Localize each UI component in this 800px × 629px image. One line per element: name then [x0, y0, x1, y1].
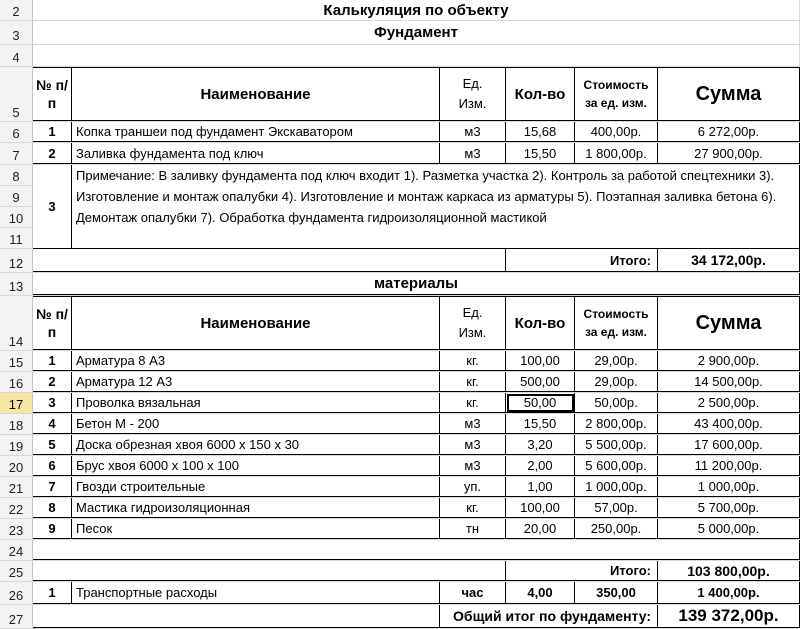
item-num[interactable]: 4	[33, 414, 72, 434]
item-price[interactable]: 1 800,00р.	[575, 143, 658, 164]
row-cells	[33, 414, 800, 435]
item-num[interactable]: 1	[33, 122, 72, 142]
item-num[interactable]: 1	[33, 351, 72, 371]
subtotal-label: Итого:	[506, 561, 658, 581]
row-header[interactable]: 14	[0, 296, 33, 351]
empty-cell	[33, 561, 506, 581]
row-header[interactable]: 21	[0, 477, 33, 498]
item-sum[interactable]: 2 900,00р.	[658, 351, 800, 371]
col-header-name: Наименование	[72, 296, 440, 350]
item-name[interactable]: Арматура 8 А3	[72, 351, 440, 371]
item-num[interactable]: 1	[33, 582, 72, 604]
grand-total-label: Общий итог по фундаменту:	[440, 605, 658, 628]
col-header-name: Наименование	[72, 67, 440, 121]
row-header[interactable]: 8	[0, 165, 33, 186]
item-num[interactable]: 3	[33, 393, 72, 413]
row-cells	[33, 393, 800, 414]
item-name[interactable]: Гвозди строительные	[72, 477, 440, 497]
row-cells	[33, 351, 800, 372]
item-unit[interactable]: м3	[440, 143, 506, 164]
row-header[interactable]: 27	[0, 605, 33, 629]
row-cells	[33, 561, 800, 582]
item-price[interactable]: 29,00р.	[575, 372, 658, 392]
empty-cell	[33, 249, 506, 272]
header-num-label: № п/п	[36, 306, 68, 340]
item-sum[interactable]: 43 400,00р.	[658, 414, 800, 434]
row-section-foundation	[0, 21, 800, 45]
col-header-num	[33, 67, 72, 121]
item-qty[interactable]: 15,68	[506, 122, 575, 142]
empty-cell	[33, 45, 800, 66]
row-header[interactable]: 26	[0, 582, 33, 605]
item-qty[interactable]: 3,20	[506, 435, 575, 455]
row-table-header	[0, 67, 800, 122]
table-row	[0, 498, 800, 519]
col-header-sum: Сумма	[658, 296, 800, 350]
empty-cell	[33, 540, 800, 560]
item-qty[interactable]: 4,00	[506, 582, 575, 604]
item-num[interactable]: 9	[33, 519, 72, 539]
row-header[interactable]: 7	[0, 143, 33, 165]
table-row	[0, 143, 800, 165]
col-header-price	[575, 67, 658, 121]
row-table-header	[0, 296, 800, 351]
row-cells	[33, 477, 800, 498]
item-qty[interactable]: 100,00	[506, 351, 575, 371]
row-subtotal	[0, 249, 800, 273]
selected-cell[interactable]: 50,00	[506, 393, 575, 413]
item-sum[interactable]: 1 000,00р.	[658, 477, 800, 497]
item-unit[interactable]: м3	[440, 122, 506, 142]
row-cells	[33, 21, 800, 45]
item-price[interactable]: 5 600,00р.	[575, 456, 658, 476]
section-title: материалы	[33, 273, 800, 295]
row-cells	[33, 0, 800, 21]
item-sum[interactable]: 17 600,00р.	[658, 435, 800, 455]
row-cells	[33, 540, 800, 561]
item-qty[interactable]: 100,00	[506, 498, 575, 518]
item-qty[interactable]: 2,00	[506, 456, 575, 476]
note-num[interactable]: 3	[33, 165, 72, 249]
row-cells	[33, 45, 800, 67]
item-unit[interactable]: кг.	[440, 351, 506, 371]
subtotal-value[interactable]: 103 800,00р.	[658, 561, 800, 581]
item-price[interactable]: 57,00р.	[575, 498, 658, 518]
item-sum[interactable]: 27 900,00р.	[658, 143, 800, 164]
row-cells	[33, 582, 800, 605]
item-unit[interactable]: час	[440, 582, 506, 604]
row-cells	[33, 249, 800, 273]
col-header-sum: Сумма	[658, 67, 800, 121]
item-num[interactable]: 7	[33, 477, 72, 497]
row-header[interactable]: 3	[0, 21, 33, 45]
row-subtotal	[0, 561, 800, 582]
item-sum[interactable]: 11 200,00р.	[658, 456, 800, 476]
item-qty[interactable]: 15,50	[506, 143, 575, 164]
item-unit[interactable]: м3	[440, 435, 506, 455]
item-unit[interactable]: кг.	[440, 498, 506, 518]
table-row	[0, 122, 800, 143]
row-cells	[33, 435, 800, 456]
row-header[interactable]: 23	[0, 519, 33, 540]
table-row	[0, 435, 800, 456]
row-cells	[33, 456, 800, 477]
item-sum[interactable]: 2 500,00р.	[658, 393, 800, 413]
header-num-label: № п/п	[36, 77, 68, 111]
row-header[interactable]: 13	[0, 273, 33, 296]
item-unit[interactable]: м3	[440, 456, 506, 476]
row-grand-total	[0, 605, 800, 629]
table-row-transport	[0, 582, 800, 605]
row-cells	[33, 67, 800, 122]
col-header-unit	[440, 67, 506, 121]
row-cells	[33, 605, 800, 629]
item-name[interactable]: Песок	[72, 519, 440, 539]
col-header-qty: Кол-во	[506, 296, 575, 350]
item-name[interactable]: Заливка фундамента под ключ	[72, 143, 440, 164]
row-header[interactable]: 15	[0, 351, 33, 372]
row-header[interactable]: 22	[0, 498, 33, 519]
item-price[interactable]: 2 800,00р.	[575, 414, 658, 434]
item-name[interactable]: Копка траншеи под фундамент Экскаватором	[72, 122, 440, 142]
item-price[interactable]: 5 500,00р.	[575, 435, 658, 455]
item-num[interactable]: 6	[33, 456, 72, 476]
item-sum[interactable]: 6 272,00р.	[658, 122, 800, 142]
item-unit[interactable]: кг.	[440, 393, 506, 413]
item-qty[interactable]: 1,00	[506, 477, 575, 497]
item-num[interactable]: 2	[33, 372, 72, 392]
row-header[interactable]: 10	[0, 207, 33, 228]
item-num[interactable]: 8	[33, 498, 72, 518]
row-header[interactable]: 5	[0, 67, 33, 122]
row-title	[0, 0, 800, 21]
item-name[interactable]: Арматура 12 А3	[72, 372, 440, 392]
row-cells	[33, 519, 800, 540]
item-qty[interactable]: 20,00	[506, 519, 575, 539]
table-row	[0, 351, 800, 372]
table-row	[0, 456, 800, 477]
item-sum[interactable]: 5 000,00р.	[658, 519, 800, 539]
table-row	[0, 519, 800, 540]
subtotal-value[interactable]: 34 172,00р.	[658, 249, 800, 272]
item-price[interactable]: 400,00р.	[575, 122, 658, 142]
item-unit[interactable]: тн	[440, 519, 506, 539]
col-header-unit	[440, 296, 506, 350]
row-header[interactable]: 12	[0, 249, 33, 273]
subtotal-label: Итого:	[506, 249, 658, 272]
item-num[interactable]: 2	[33, 143, 72, 164]
item-name[interactable]: Бетон М - 200	[72, 414, 440, 434]
row-header[interactable]: 18	[0, 414, 33, 435]
row-header[interactable]: 17	[0, 393, 33, 414]
item-price[interactable]: 350,00	[575, 582, 658, 604]
item-price[interactable]: 250,00р.	[575, 519, 658, 539]
row-empty	[0, 45, 800, 67]
item-qty[interactable]: 500,00	[506, 372, 575, 392]
row-header[interactable]: 20	[0, 456, 33, 477]
row-cells	[33, 372, 800, 393]
row-empty	[0, 540, 800, 561]
header-price-label: Стоимость за ед. изм.	[583, 78, 649, 110]
sheet-title: Калькуляция по объекту	[33, 0, 800, 20]
item-unit[interactable]: кг.	[440, 372, 506, 392]
table-row	[0, 393, 800, 414]
item-name[interactable]: Доска обрезная хвоя 6000 х 150 х 30	[72, 435, 440, 455]
row-header[interactable]: 4	[0, 45, 33, 67]
item-name[interactable]: Мастика гидроизоляционная	[72, 498, 440, 518]
item-name[interactable]: Брус хвоя 6000 х 100 х 100	[72, 456, 440, 476]
row-header[interactable]: 9	[0, 186, 33, 207]
grand-total-value[interactable]: 139 372,00р.	[658, 605, 800, 628]
col-header-qty: Кол-во	[506, 67, 575, 121]
header-unit-label: Ед. Изм.	[458, 305, 487, 340]
item-unit[interactable]: уп.	[440, 477, 506, 497]
row-header[interactable]: 19	[0, 435, 33, 456]
row-cells	[33, 273, 800, 296]
item-price[interactable]: 50,00р.	[575, 393, 658, 413]
item-sum[interactable]: 14 500,00р.	[658, 372, 800, 392]
row-cells	[33, 498, 800, 519]
table-row	[0, 372, 800, 393]
row-header[interactable]: 24	[0, 540, 33, 561]
item-num[interactable]: 5	[33, 435, 72, 455]
row-header[interactable]: 16	[0, 372, 33, 393]
note-text[interactable]: Примечание: В заливку фундамента под ключ входит 1). Разметка участка 2). Контроль за работой спецтехники 3). Изготовление и монтаж опалубки 4). Изготовление и монтаж каркаса из арматуры 5). Поэтапная заливка бетона 6). Демонтаж опалубки 7). Обработка фундамента гидроизоляционной мастикой	[72, 165, 800, 249]
table-row	[0, 477, 800, 498]
row-header[interactable]: 6	[0, 122, 33, 143]
row-cells	[33, 143, 800, 165]
col-header-num	[33, 296, 72, 350]
row-section-materials	[0, 273, 800, 296]
item-sum[interactable]: 1 400,00р.	[658, 582, 800, 604]
row-cells	[33, 296, 800, 351]
header-unit-label: Ед. Изм.	[458, 76, 487, 111]
col-header-price	[575, 296, 658, 350]
item-price[interactable]: 1 000,00р.	[575, 477, 658, 497]
table-row	[0, 414, 800, 435]
item-name[interactable]: Транспортные расходы	[72, 582, 440, 604]
item-price[interactable]: 29,00р.	[575, 351, 658, 371]
section-title: Фундамент	[33, 21, 800, 44]
empty-cell	[33, 605, 440, 628]
row-header[interactable]: 2	[0, 0, 33, 21]
item-sum[interactable]: 5 700,00р.	[658, 498, 800, 518]
row-cells	[33, 122, 800, 143]
row-header[interactable]: 11	[0, 228, 33, 249]
row-header[interactable]: 25	[0, 561, 33, 582]
item-unit[interactable]: м3	[440, 414, 506, 434]
item-qty[interactable]: 15,50	[506, 414, 575, 434]
item-name[interactable]: Проволка вязальная	[72, 393, 440, 413]
header-price-label: Стоимость за ед. изм.	[583, 307, 649, 339]
